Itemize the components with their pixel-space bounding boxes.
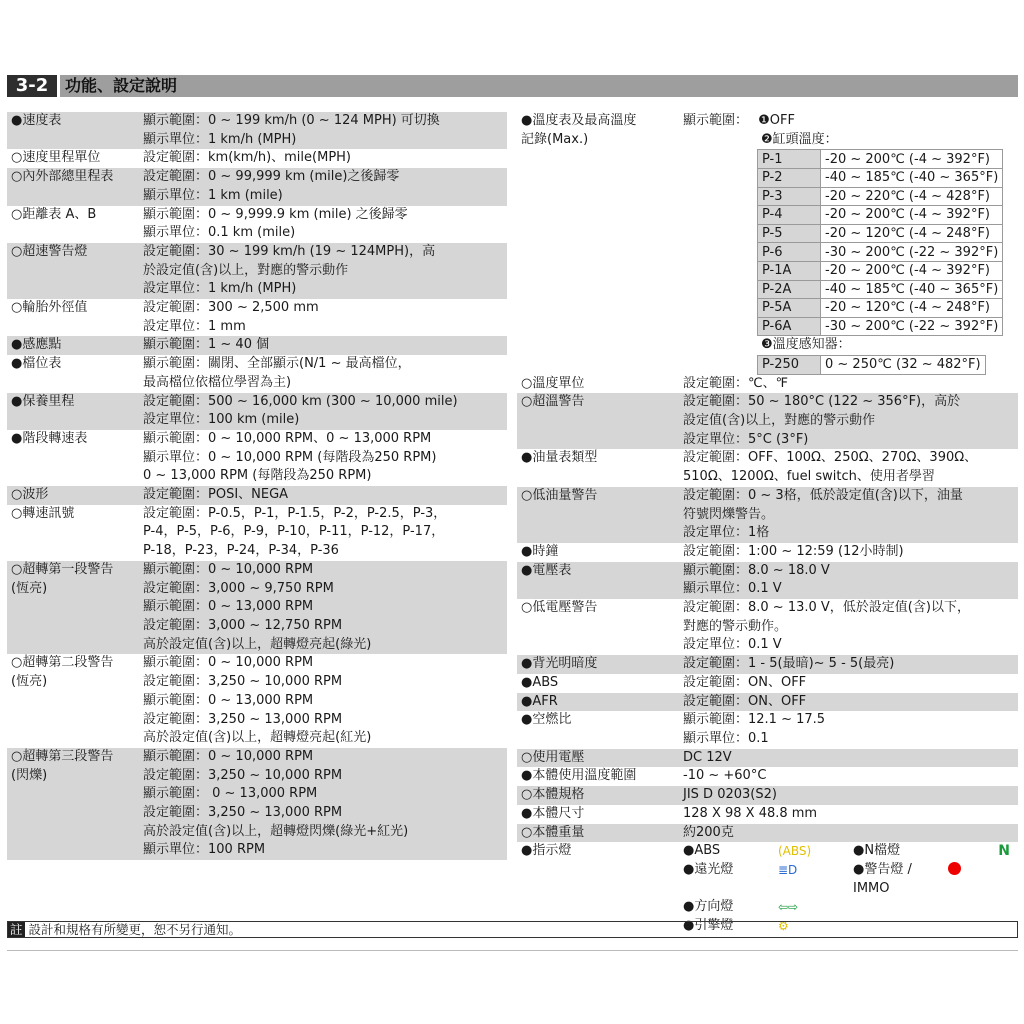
spec-label: ●階段轉速表: [11, 430, 88, 446]
spec-value: 設定範圍：0 ~ 3格，低於設定值(含)以下，油量 符號閃爍警告。 設定單位：1格: [683, 487, 963, 541]
bottom-divider: [7, 950, 1018, 951]
spec-value: 設定範圍：P-0.5，P-1，P-1.5，P-2，P-2.5，P-3， P-4，P-5，P-6，P-9，P-10，P-11，P-12，P-17， P-18，P-23，P-24，P-34，P-36: [143, 505, 447, 559]
table-row: [758, 224, 1003, 243]
spec-label: ○低電壓警告: [521, 600, 598, 616]
spec-row: [7, 336, 507, 355]
spec-label: ○轉速訊號: [11, 505, 75, 521]
spec-value: 顯示範圍：0 ~ 10,000 RPM、0 ~ 13,000 RPM 顯示單位：0 ~ 10,000 RPM (每階段為250 RPM) 0 ~ 13,000 RPM (每階段為250 RPM): [143, 430, 437, 484]
sensor-code: P-2: [758, 169, 821, 188]
indicator-high-beam-label: ●遠光燈: [683, 861, 734, 877]
spec-value: 設定範圍：300 ~ 2,500 mm 設定單位：1 mm: [143, 300, 319, 334]
spec-row: [7, 393, 507, 430]
spec-row: [7, 299, 507, 336]
spec-label: ●感應點: [11, 337, 62, 353]
spec-value: 顯示範圍：0 ~ 10,000 RPM 設定範圍：3,250 ~ 10,000 RPM 顯示範圍： 0 ~ 13,000 RPM 設定範圍：3,250 ~ 13,000 RPM 高於設定值(含)以上，超轉燈閃爍(綠光+紅光) 顯示單位：100 RPM: [143, 748, 409, 858]
spec-label: ●AFR: [521, 693, 558, 709]
spec-value: 128 X 98 X 48.8 mm: [683, 805, 818, 821]
spec-label: ●電壓表: [521, 562, 572, 578]
spec-row: [517, 375, 1018, 394]
footer-note: [7, 921, 1018, 938]
sensor-range: -20 ~ 200℃ (-4 ~ 392°F): [821, 261, 1003, 280]
sensor-range-table-p250: [757, 355, 986, 375]
table-row: [758, 280, 1003, 299]
spec-row: [517, 487, 1018, 543]
spec-label: ●本體使用溫度範圍: [521, 768, 637, 784]
note-tag: 註: [10, 922, 23, 937]
spec-label: ○本體規格: [521, 787, 585, 803]
spec-label: ○使用電壓: [521, 749, 585, 765]
spec-label: ●本體尺寸: [521, 805, 585, 821]
spec-label: ○內外部總里程表: [11, 169, 114, 185]
sensor-range: 0 ~ 250℃ (32 ~ 482°F): [821, 356, 986, 375]
indicator-turn-label: ●方向燈: [683, 899, 734, 915]
sensor-range: -20 ~ 200℃ (-4 ~ 392°F): [821, 206, 1003, 225]
off-option: ❶OFF: [758, 113, 795, 128]
spec-row: [517, 674, 1018, 693]
spec-value: 設定範圍：500 ~ 16,000 km (300 ~ 10,000 mile) 設定單位：100 km (mile): [143, 393, 458, 428]
spec-label: ○超轉第三段警告 (閃爍): [11, 748, 114, 783]
spec-label: ●背光明暗度: [521, 656, 598, 672]
section-header: [7, 75, 1018, 97]
spec-value: 顯示範圍：8.0 ~ 18.0 V 顯示單位：0.1 V: [683, 562, 830, 597]
sensor-range: -30 ~ 200℃ (-22 ~ 392°F): [821, 243, 1003, 262]
spec-row: [7, 149, 507, 168]
table-row: [758, 206, 1003, 225]
sensor-range: -30 ~ 200℃ (-22 ~ 392°F): [821, 317, 1003, 336]
sensor-code: P-1A: [758, 261, 821, 280]
spec-row: [517, 767, 1018, 786]
spec-row: [517, 449, 1018, 486]
spec-value: 設定範圍：8.0 ~ 13.0 V，低於設定值(含)以下， 對應的警示動作。 設定單位：0.1 V: [683, 600, 970, 653]
section-title: 功能、設定說明: [65, 76, 178, 95]
engine-icon: ⚙: [778, 919, 789, 934]
spec-row: [517, 393, 1018, 449]
sensor-code: P-6A: [758, 317, 821, 336]
sensor-code: P-250: [758, 356, 821, 375]
abs-warning-icon: (ABS): [778, 844, 812, 859]
spec-row: [7, 243, 507, 299]
spec-row: [517, 693, 1018, 712]
table-row: [758, 243, 1003, 262]
spec-row: [517, 543, 1018, 562]
temperature-spec: [517, 112, 1018, 375]
spec-value: 設定範圍：ON、OFF: [683, 693, 807, 709]
table-row: [758, 261, 1003, 280]
spec-value: 設定範圍：1:00 ~ 12:59 (12小時制): [683, 543, 904, 559]
turn-signal-icon: ⇦⇨: [778, 900, 799, 915]
spec-value: 顯示範圍：0 ~ 199 km/h (0 ~ 124 MPH) 可切換 顯示單位：1 km/h (MPH): [143, 113, 440, 147]
spec-label: ○速度里程單位: [11, 150, 101, 166]
spec-value: 設定範圍：km(km/h)、mile(MPH): [143, 150, 352, 166]
spec-row: [7, 561, 507, 655]
spec-row: [517, 599, 1018, 655]
sensor-code: P-1: [758, 150, 821, 169]
sensor-range: -20 ~ 120℃ (-4 ~ 248°F): [821, 224, 1003, 243]
spec-label: ○超速警告燈: [11, 243, 88, 259]
spec-label: ○本體重量: [521, 824, 585, 840]
spec-row: [7, 206, 507, 243]
indicator-engine-label: ●引擎燈: [683, 918, 734, 934]
spec-row: [7, 486, 507, 505]
spec-label: ●檔位表: [11, 356, 62, 372]
sensor-code: P-6: [758, 243, 821, 262]
spec-label: ●ABS: [521, 674, 559, 690]
spec-label: ●溫度表及最高溫度 記錄(Max.): [521, 113, 637, 147]
spec-value: 顯示範圍：: [683, 113, 749, 128]
table-row: [758, 150, 1003, 169]
spec-label: ○低油量警告: [521, 487, 598, 503]
spec-value: 設定範圍：50 ~ 180°C (122 ~ 356°F)，高於 設定值(含)以上，對應的警示動作 設定單位：5°C (3°F): [683, 394, 961, 447]
spec-label: ●速度表: [11, 113, 62, 128]
spec-label: ●油量表類型: [521, 450, 598, 466]
spec-row: [517, 749, 1018, 768]
sensor-code: P-5: [758, 224, 821, 243]
spec-label: ○波形: [11, 487, 49, 503]
spec-label: ○超溫警告: [521, 394, 585, 410]
table-row: [758, 187, 1003, 206]
sensor-code: P-2A: [758, 280, 821, 299]
indicator-warning-label: ●警告燈 / IMMO: [853, 861, 912, 896]
spec-value: 顯示範圍：關閉、全部顯示(N/1 ~ 最高檔位， 最高檔位依檔位學習為主): [143, 356, 411, 390]
spec-row: [517, 711, 1018, 748]
table-row: [758, 299, 1003, 318]
indicator-neutral-label: ●N檔燈: [853, 843, 901, 859]
indicator-abs-label: ●ABS: [683, 843, 721, 859]
spec-label: ○超轉第一段警告 (恆亮): [11, 561, 114, 596]
spec-value: 設定範圍：OFF、100Ω、250Ω、270Ω、390Ω、 510Ω、1200Ω、fuel switch、使用者學習: [683, 450, 978, 485]
spec-row: [7, 112, 507, 149]
spec-value: JIS D 0203(S2): [683, 787, 777, 803]
sensor-heading: ❸溫度感知器：: [761, 337, 851, 353]
left-spec-column: [7, 112, 507, 860]
spec-value: -10 ~ +60°C: [683, 768, 767, 784]
spec-row: [7, 748, 507, 860]
spec-value: 設定範圍：0 ~ 99,999 km (mile)之後歸零 顯示單位：1 km (mile): [143, 169, 400, 203]
right-spec-column: [517, 112, 1018, 936]
sensor-code: P-5A: [758, 299, 821, 318]
spec-row: [7, 430, 507, 486]
spec-value: 顯示範圍：12.1 ~ 17.5 顯示單位：0.1: [683, 712, 826, 746]
warning-dot-icon: [948, 861, 1024, 898]
spec-row: [517, 786, 1018, 805]
note-text: 設計和規格有所變更，恕不另行通知。: [28, 922, 242, 937]
spec-value: 設定範圍：℃、℉: [683, 375, 788, 391]
spec-value: DC 12V: [683, 749, 732, 765]
sensor-range: -20 ~ 120℃ (-4 ~ 248°F): [821, 299, 1003, 318]
spec-label: ○溫度單位: [521, 375, 585, 391]
spec-value: 顯示範圍：0 ~ 10,000 RPM 設定範圍：3,250 ~ 10,000 RPM 顯示範圍：0 ~ 13,000 RPM 設定範圍：3,250 ~ 13,000 RPM 高於設定值(含)以上，超轉燈亮起(紅光): [143, 655, 372, 746]
spec-label: ●時鐘: [521, 543, 559, 559]
spec-row: [7, 505, 507, 561]
spec-row: [7, 355, 507, 392]
spec-label: ●指示燈: [521, 843, 572, 859]
table-row: [758, 169, 1003, 188]
table-row: [758, 317, 1003, 336]
cylinder-temp-heading: ❷缸頭溫度：: [761, 131, 838, 147]
spec-row: [517, 655, 1018, 674]
spec-value: 設定範圍：1 - 5(最暗)~ 5 - 5(最亮): [683, 656, 895, 672]
neutral-icon: N: [998, 843, 1010, 860]
spec-label: ●空燃比: [521, 712, 572, 728]
sensor-range: -20 ~ 220℃ (-4 ~ 428°F): [821, 187, 1003, 206]
spec-row: [517, 805, 1018, 824]
sensor-code: P-4: [758, 206, 821, 225]
section-number: 3-2: [7, 75, 60, 97]
spec-value: 設定範圍：30 ~ 199 km/h (19 ~ 124MPH)，高 於設定值(含)以上，對應的警示動作 設定單位：1 km/h (MPH): [143, 243, 436, 297]
spec-label: ●保養里程: [11, 393, 75, 409]
sensor-range-table: [757, 149, 1003, 336]
sensor-range: -40 ~ 185℃ (-40 ~ 365°F): [821, 169, 1003, 188]
spec-row: [517, 824, 1018, 843]
spec-row: [7, 168, 507, 205]
high-beam-icon: ≣D: [778, 862, 798, 877]
spec-label: ○超轉第二段警告 (恆亮): [11, 655, 114, 690]
table-row: [758, 356, 986, 375]
spec-row: [517, 562, 1018, 599]
spec-value: 顯示範圍：1 ~ 40 個: [143, 337, 270, 353]
sensor-code: P-3: [758, 187, 821, 206]
spec-value: 設定範圍：POSI、NEGA: [143, 487, 289, 503]
spec-label: ○輪胎外徑值: [11, 300, 88, 316]
spec-label: ○距離表 A、B: [11, 206, 97, 222]
spec-value: 顯示範圍：0 ~ 9,999.9 km (mile) 之後歸零 顯示單位：0.1 km (mile): [143, 206, 408, 241]
sensor-range: -40 ~ 185℃ (-40 ~ 365°F): [821, 280, 1003, 299]
spec-row: [7, 654, 507, 748]
spec-value: 設定範圍：ON、OFF: [683, 674, 807, 690]
sensor-range: -20 ~ 200℃ (-4 ~ 392°F): [821, 150, 1003, 169]
spec-value: 約200克: [683, 824, 734, 840]
spec-value: 顯示範圍：0 ~ 10,000 RPM 設定範圍：3,000 ~ 9,750 RPM 顯示範圍：0 ~ 13,000 RPM 設定範圍：3,000 ~ 12,750 RPM 高於設定值(含)以上，超轉燈亮起(綠光): [143, 561, 372, 652]
